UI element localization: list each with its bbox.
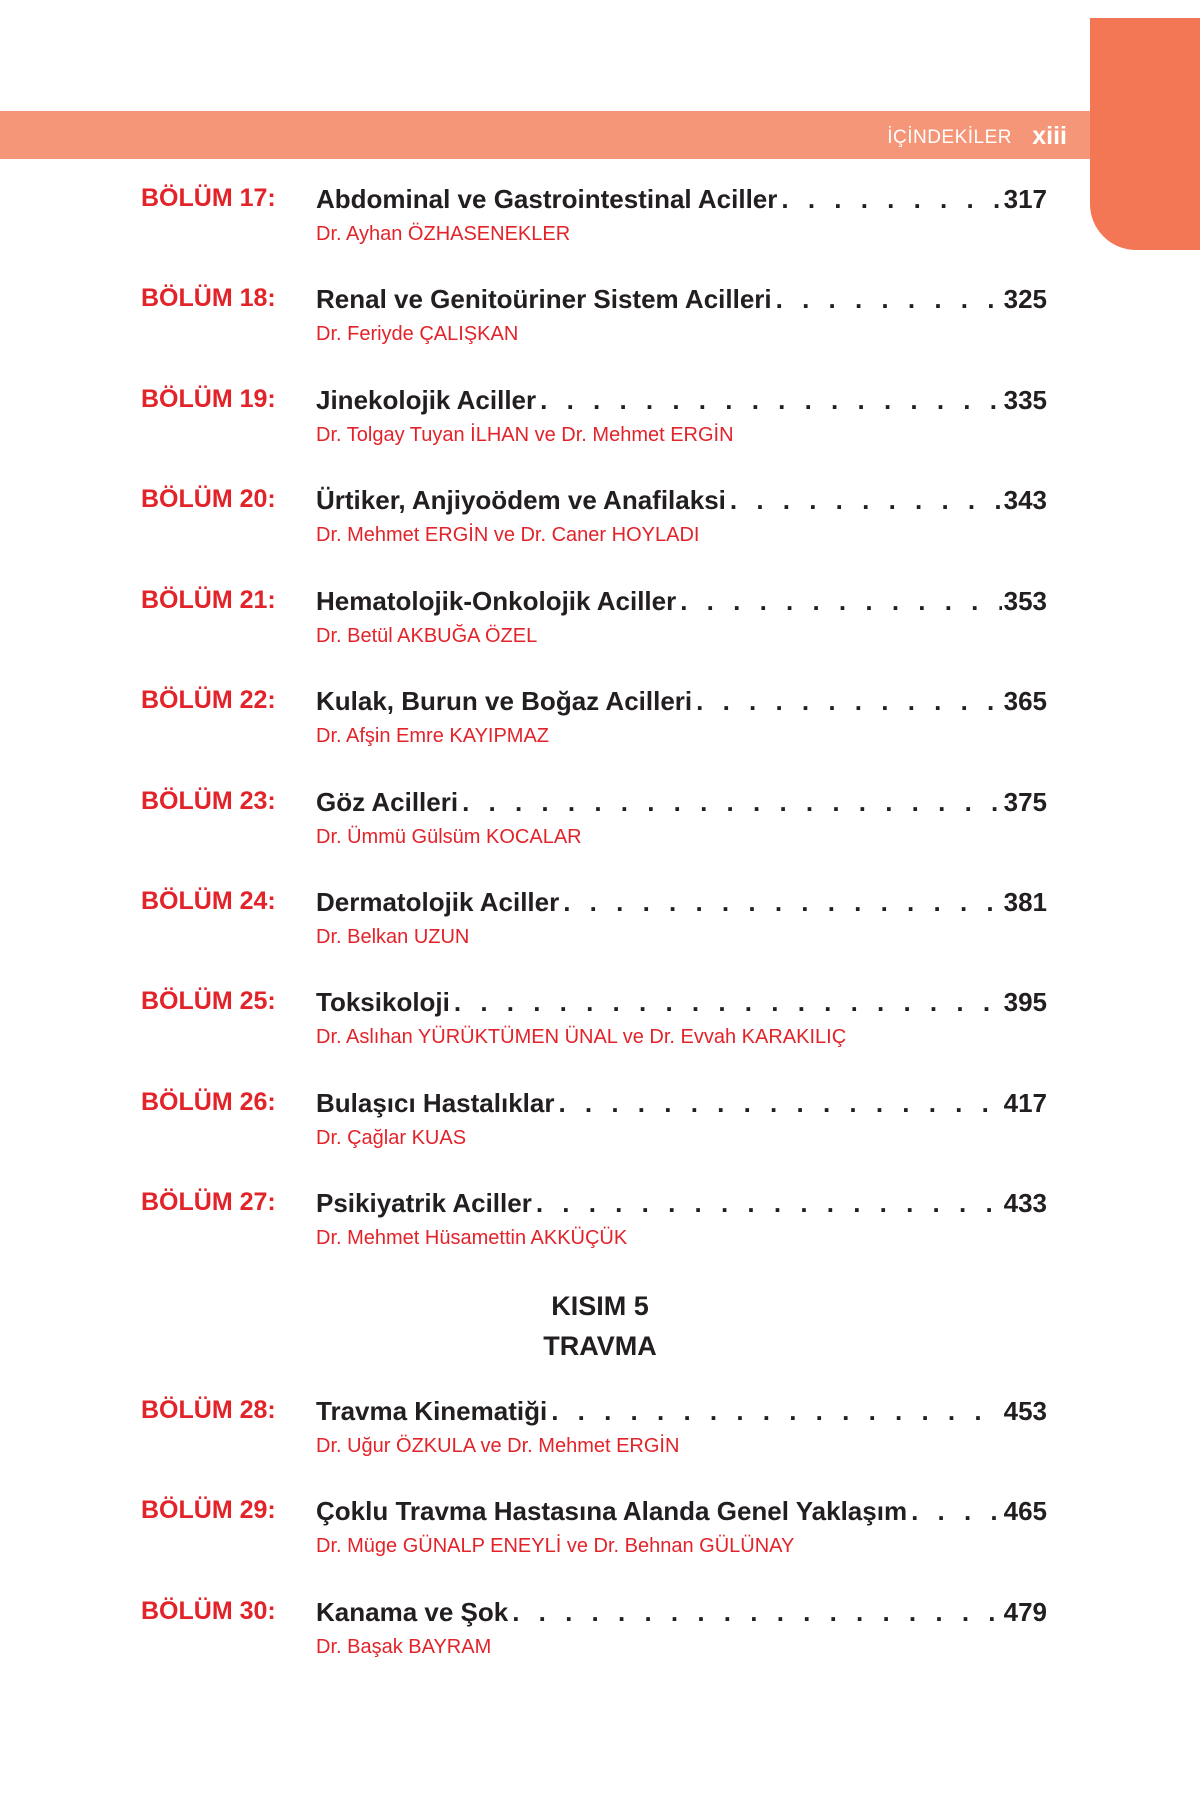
chapter-title: Göz Acilleri [316, 787, 459, 817]
toc-entry[interactable] [0, 284, 1200, 374]
page-number: xiii [1032, 122, 1067, 150]
chapter-number: BÖLÜM 27: [141, 1188, 276, 1216]
chapter-author: Dr. Tolgay Tuyan İLHAN ve Dr. Mehmet ERGİN [316, 424, 734, 446]
toc-entry[interactable] [0, 1597, 1200, 1687]
dot-leader [563, 887, 1001, 918]
chapter-author: Dr. Feriyde ÇALIŞKAN [316, 323, 519, 345]
chapter-number: BÖLÜM 26: [141, 1088, 276, 1116]
chapter-page: 375 [1003, 787, 1047, 817]
chapter-number: BÖLÜM 17: [141, 184, 276, 212]
dot-leader [512, 1597, 1001, 1628]
toc-line [316, 686, 1047, 717]
toc-entry[interactable] [0, 1188, 1200, 1278]
running-header-title: İÇİNDEKİLER [887, 127, 1012, 148]
chapter-page: 465 [1003, 1496, 1047, 1526]
chapter-title: Hematolojik-Onkolojik Aciller [316, 586, 677, 616]
chapter-number: BÖLÜM 25: [141, 987, 276, 1015]
chapter-title: Psikiyatrik Aciller [316, 1188, 532, 1218]
chapter-author: Dr. Çağlar KUAS [316, 1127, 467, 1149]
chapter-number: BÖLÜM 22: [141, 686, 276, 714]
dot-leader [781, 184, 1001, 215]
toc-line [316, 184, 1047, 215]
chapter-author: Dr. Betül AKBUĞA ÖZEL [316, 625, 538, 647]
toc-entry[interactable] [0, 686, 1200, 776]
part-number: KISIM 5 [551, 1291, 649, 1321]
chapter-page: 353 [1003, 586, 1047, 616]
toc-entry[interactable] [0, 1496, 1200, 1586]
toc-entry[interactable] [0, 385, 1200, 475]
chapter-page: 417 [1003, 1088, 1047, 1118]
chapter-title: Ürtiker, Anjiyoödem ve Anafilaksi [316, 485, 726, 515]
dot-leader [911, 1496, 1002, 1527]
chapter-title: Bulaşıcı Hastalıklar [316, 1088, 555, 1118]
toc-line [316, 887, 1047, 918]
toc-line [316, 1496, 1047, 1527]
chapter-author: Dr. Uğur ÖZKULA ve Dr. Mehmet ERGİN [316, 1435, 680, 1457]
dot-leader [730, 485, 1002, 516]
toc-line [316, 1597, 1047, 1628]
chapter-title: Kulak, Burun ve Boğaz Acilleri [316, 686, 693, 716]
toc-entry[interactable] [0, 586, 1200, 676]
chapter-author: Dr. Afşin Emre KAYIPMAZ [316, 725, 550, 747]
chapter-page: 453 [1003, 1396, 1047, 1426]
chapter-author: Dr. Mehmet Hüsamettin AKKÜÇÜK [316, 1227, 628, 1249]
chapter-page: 343 [1003, 485, 1047, 515]
chapter-title: Jinekolojik Aciller [316, 385, 537, 415]
chapter-number: BÖLÜM 29: [141, 1496, 276, 1524]
dot-leader [680, 586, 1001, 617]
toc-entry[interactable] [0, 1396, 1200, 1486]
chapter-number: BÖLÜM 23: [141, 787, 276, 815]
chapter-number: BÖLÜM 21: [141, 586, 276, 614]
chapter-number: BÖLÜM 19: [141, 385, 276, 413]
chapter-author: Dr. Başak BAYRAM [316, 1636, 492, 1658]
dot-leader [551, 1396, 1001, 1427]
dot-leader [540, 385, 1001, 416]
toc-line [316, 485, 1047, 516]
toc-line [316, 1188, 1047, 1219]
toc-line [316, 385, 1047, 416]
chapter-page: 395 [1003, 987, 1047, 1017]
chapter-page: 335 [1003, 385, 1047, 415]
chapter-page: 317 [1003, 184, 1047, 214]
toc-line [316, 787, 1047, 818]
chapter-author: Dr. Aslıhan YÜRÜKTÜMEN ÜNAL ve Dr. Evvah KARAKILIÇ [316, 1026, 847, 1048]
toc-entry[interactable] [0, 987, 1200, 1077]
chapter-title: Travma Kinematiği [316, 1396, 548, 1426]
chapter-author: Dr. Müge GÜNALP ENEYLİ ve Dr. Behnan GÜLÜNAY [316, 1535, 795, 1557]
toc-line [316, 1396, 1047, 1427]
dot-leader [696, 686, 1001, 717]
chapter-page: 381 [1003, 887, 1047, 917]
chapter-page: 479 [1003, 1597, 1047, 1627]
part-title: TRAVMA [543, 1331, 657, 1361]
chapter-number: BÖLÜM 30: [141, 1597, 276, 1625]
dot-leader [536, 1188, 1002, 1219]
chapter-title: Kanama ve Şok [316, 1597, 509, 1627]
chapter-author: Dr. Ayhan ÖZHASENEKLER [316, 223, 571, 245]
toc-line [316, 987, 1047, 1018]
toc-entry[interactable] [0, 184, 1200, 274]
chapter-author: Dr. Ümmü Gülsüm KOCALAR [316, 826, 582, 848]
toc-line [316, 284, 1047, 315]
dot-leader [558, 1088, 1001, 1119]
chapter-page: 433 [1003, 1188, 1047, 1218]
toc-entry[interactable] [0, 887, 1200, 977]
chapter-number: BÖLÜM 18: [141, 284, 276, 312]
chapter-title: Toksikoloji [316, 987, 450, 1017]
chapter-number: BÖLÜM 24: [141, 887, 276, 915]
chapter-title: Abdominal ve Gastrointestinal Aciller [316, 184, 778, 214]
dot-leader [454, 987, 1002, 1018]
chapter-author: Dr. Belkan UZUN [316, 926, 470, 948]
chapter-title: Dermatolojik Aciller [316, 887, 560, 917]
chapter-number: BÖLÜM 20: [141, 485, 276, 513]
toc-entry[interactable] [0, 1088, 1200, 1178]
toc-line [316, 1088, 1047, 1119]
chapter-page: 325 [1003, 284, 1047, 314]
toc-entry[interactable] [0, 485, 1200, 575]
chapter-number: BÖLÜM 28: [141, 1396, 276, 1424]
toc-line [316, 586, 1047, 617]
toc-entry[interactable] [0, 787, 1200, 877]
dot-leader [776, 284, 1002, 315]
dot-leader [462, 787, 1002, 818]
chapter-title: Çoklu Travma Hastasına Alanda Genel Yaklaşım [316, 1496, 908, 1526]
chapter-author: Dr. Mehmet ERGİN ve Dr. Caner HOYLADI [316, 524, 700, 546]
chapter-page: 365 [1003, 686, 1047, 716]
chapter-title: Renal ve Genitoüriner Sistem Acilleri [316, 284, 772, 314]
